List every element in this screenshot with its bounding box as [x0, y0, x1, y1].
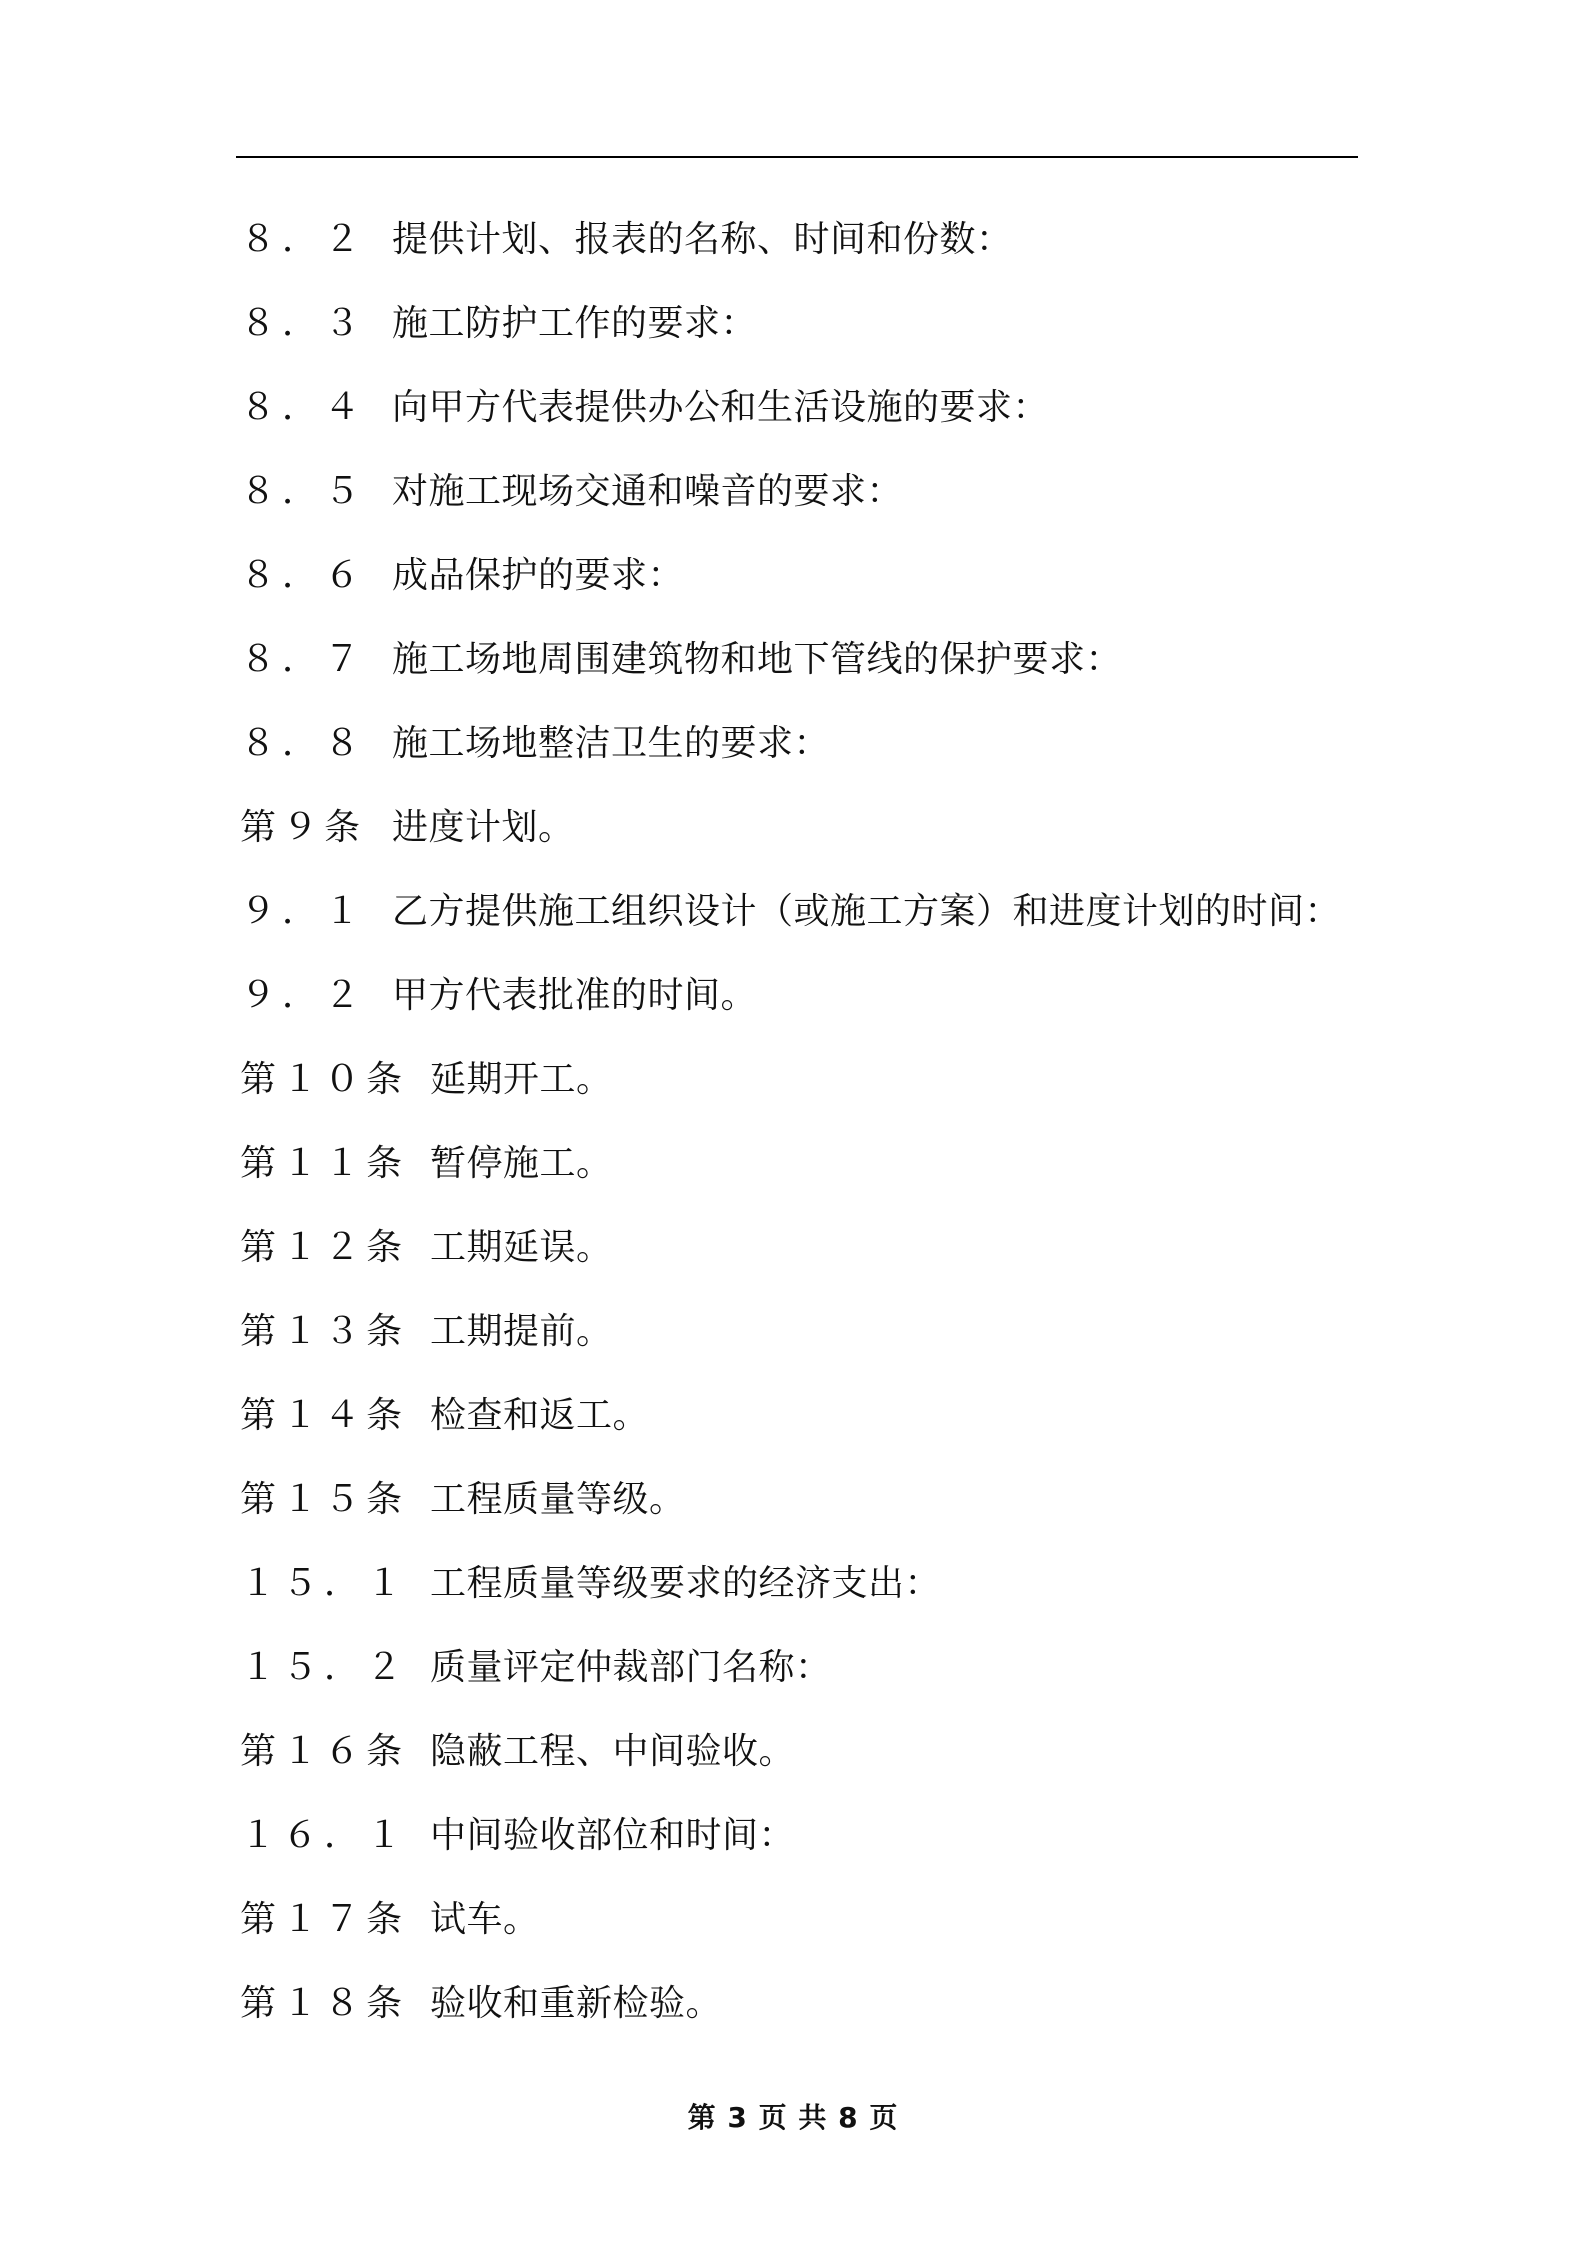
- clause-text: 对施工现场交通和噪音的要求：: [392, 471, 904, 512]
- clause-line: [240, 534, 1360, 618]
- header-rule: [236, 156, 1358, 158]
- article-title: 工程质量等级。: [430, 1479, 686, 1520]
- article-title: 工期提前。: [430, 1311, 613, 1352]
- clause-number: ８．３: [240, 303, 367, 344]
- clause-line: [240, 954, 1360, 1038]
- clause-text: 中间验收部位和时间：: [430, 1815, 796, 1856]
- clause-line: [240, 450, 1360, 534]
- article-title: 延期开工。: [430, 1059, 613, 1100]
- clause-line: [240, 1794, 1360, 1878]
- clause-text: 向甲方代表提供办公和生活设施的要求：: [392, 387, 1050, 428]
- article-number: 第９条: [240, 807, 367, 848]
- clause-number: ８．７: [240, 639, 367, 680]
- article-number: 第１３条: [240, 1311, 409, 1352]
- article-title: 试车。: [430, 1899, 540, 1940]
- article-number: 第１４条: [240, 1395, 409, 1436]
- clause-line: [240, 366, 1360, 450]
- clause-text: 提供计划、报表的名称、时间和份数：: [392, 219, 1013, 260]
- clause-text: 工程质量等级要求的经济支出：: [430, 1563, 942, 1604]
- clause-line: [240, 198, 1360, 282]
- article-number: 第１２条: [240, 1227, 409, 1268]
- clause-number: ８．６: [240, 555, 367, 596]
- article-title: 进度计划。: [392, 807, 575, 848]
- clause-text: 施工场地整洁卫生的要求：: [392, 723, 831, 764]
- article-title: 工期延误。: [430, 1227, 613, 1268]
- clause-text: 成品保护的要求：: [392, 555, 685, 596]
- article-number: 第１５条: [240, 1479, 409, 1520]
- article-number: 第１１条: [240, 1143, 409, 1184]
- clause-text: 施工防护工作的要求：: [392, 303, 758, 344]
- article-number: 第１６条: [240, 1731, 409, 1772]
- clause-number: ９．１: [240, 891, 367, 932]
- article-number: 第１８条: [240, 1983, 409, 2024]
- clause-number: ８．５: [240, 471, 367, 512]
- clause-number: ８．４: [240, 387, 367, 428]
- article-line: [240, 1962, 1360, 2046]
- page-footer: 第 3 页 共 8 页: [687, 2101, 899, 2134]
- article-line: [240, 1458, 1360, 1542]
- clause-number: １５．２: [240, 1647, 409, 1688]
- article-line: [240, 1290, 1360, 1374]
- clause-text: 乙方提供施工组织设计（或施工方案）和进度计划的时间：: [392, 891, 1342, 932]
- article-number: 第１０条: [240, 1059, 409, 1100]
- clause-line: [240, 1626, 1360, 1710]
- article-line: [240, 1374, 1360, 1458]
- article-line: [240, 1878, 1360, 1962]
- clause-line: [240, 1542, 1360, 1626]
- clause-number: ８．８: [240, 723, 367, 764]
- clause-line: [240, 870, 1360, 954]
- clause-line: [240, 282, 1360, 366]
- clause-line: [240, 702, 1360, 786]
- article-title: 验收和重新检验。: [430, 1983, 723, 2024]
- clause-number: １６．１: [240, 1815, 409, 1856]
- clause-text: 甲方代表批准的时间。: [392, 975, 758, 1016]
- article-line: [240, 1038, 1360, 1122]
- clause-number: １５．１: [240, 1563, 409, 1604]
- document-body: [240, 198, 1360, 2046]
- clause-line: [240, 618, 1360, 702]
- article-line: [240, 1122, 1360, 1206]
- article-line: [240, 1710, 1360, 1794]
- article-line: [240, 1206, 1360, 1290]
- clause-text: 施工场地周围建筑物和地下管线的保护要求：: [392, 639, 1123, 680]
- article-title: 暂停施工。: [430, 1143, 613, 1184]
- clause-number: ９．２: [240, 975, 367, 1016]
- article-title: 隐蔽工程、中间验收。: [430, 1731, 796, 1772]
- article-line: [240, 786, 1360, 870]
- article-title: 检查和返工。: [430, 1395, 650, 1436]
- article-number: 第１７条: [240, 1899, 409, 1940]
- clause-text: 质量评定仲裁部门名称：: [430, 1647, 832, 1688]
- clause-number: ８．２: [240, 219, 367, 260]
